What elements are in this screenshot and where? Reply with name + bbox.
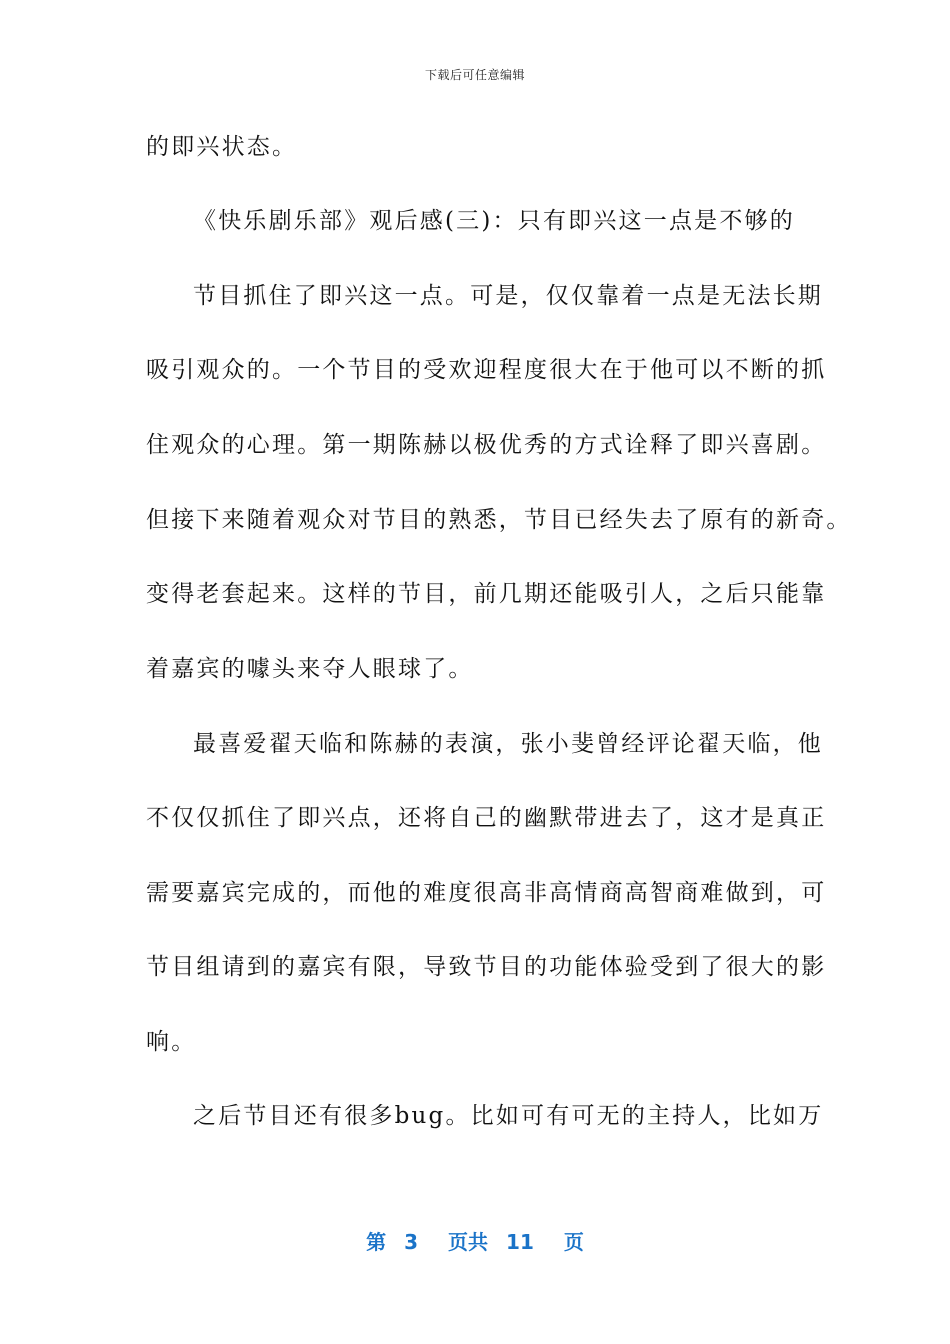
page-header: 下载后可任意编辑 (424, 68, 525, 82)
text-line: 响。 (146, 1029, 197, 1055)
text-line: 最喜爱翟天临和陈赫的表演，张小斐曾经评论翟天临，他 (193, 731, 823, 757)
text-line: 但接下来随着观众对节目的熟悉，节目已经失去了原有的新奇。 (146, 507, 852, 533)
text-line: 变得老套起来。这样的节目，前几期还能吸引人，之后只能靠 (146, 581, 827, 607)
page-footer (0, 1226, 950, 1255)
footer-prefix: 第 (366, 1230, 387, 1254)
text-line: 需要嘉宾完成的，而他的难度很高非高情商高智商难做到，可 (146, 880, 827, 906)
text-line: 节目组请到的嘉宾有限，导致节目的功能体验受到了很大的影 (146, 954, 827, 980)
text-line: 吸引观众的。一个节目的受欢迎程度很大在于他可以不断的抓 (146, 357, 827, 383)
text-line: 的即兴状态。 (146, 134, 298, 160)
text-line: 不仅仅抓住了即兴点，还将自己的幽默带进去了，这才是真正 (146, 805, 827, 831)
text-line: 节目抓住了即兴这一点。可是，仅仅靠着一点是无法长期 (193, 283, 823, 309)
text-line: 之后节目还有很多bug。比如可有可无的主持人，比如万 (193, 1103, 824, 1129)
total-page-count: 11 (506, 1230, 534, 1254)
text-line: 住观众的心理。第一期陈赫以极优秀的方式诠释了即兴喜剧。 (146, 432, 827, 458)
footer-middle: 页共 (448, 1230, 489, 1254)
section-heading: 《快乐剧乐部》观后感(三)：只有即兴这一点是不够的 (193, 208, 795, 234)
text-line: 着嘉宾的噱头来夺人眼球了。 (146, 656, 474, 682)
current-page-number: 3 (404, 1230, 419, 1254)
footer-suffix: 页 (563, 1230, 584, 1254)
